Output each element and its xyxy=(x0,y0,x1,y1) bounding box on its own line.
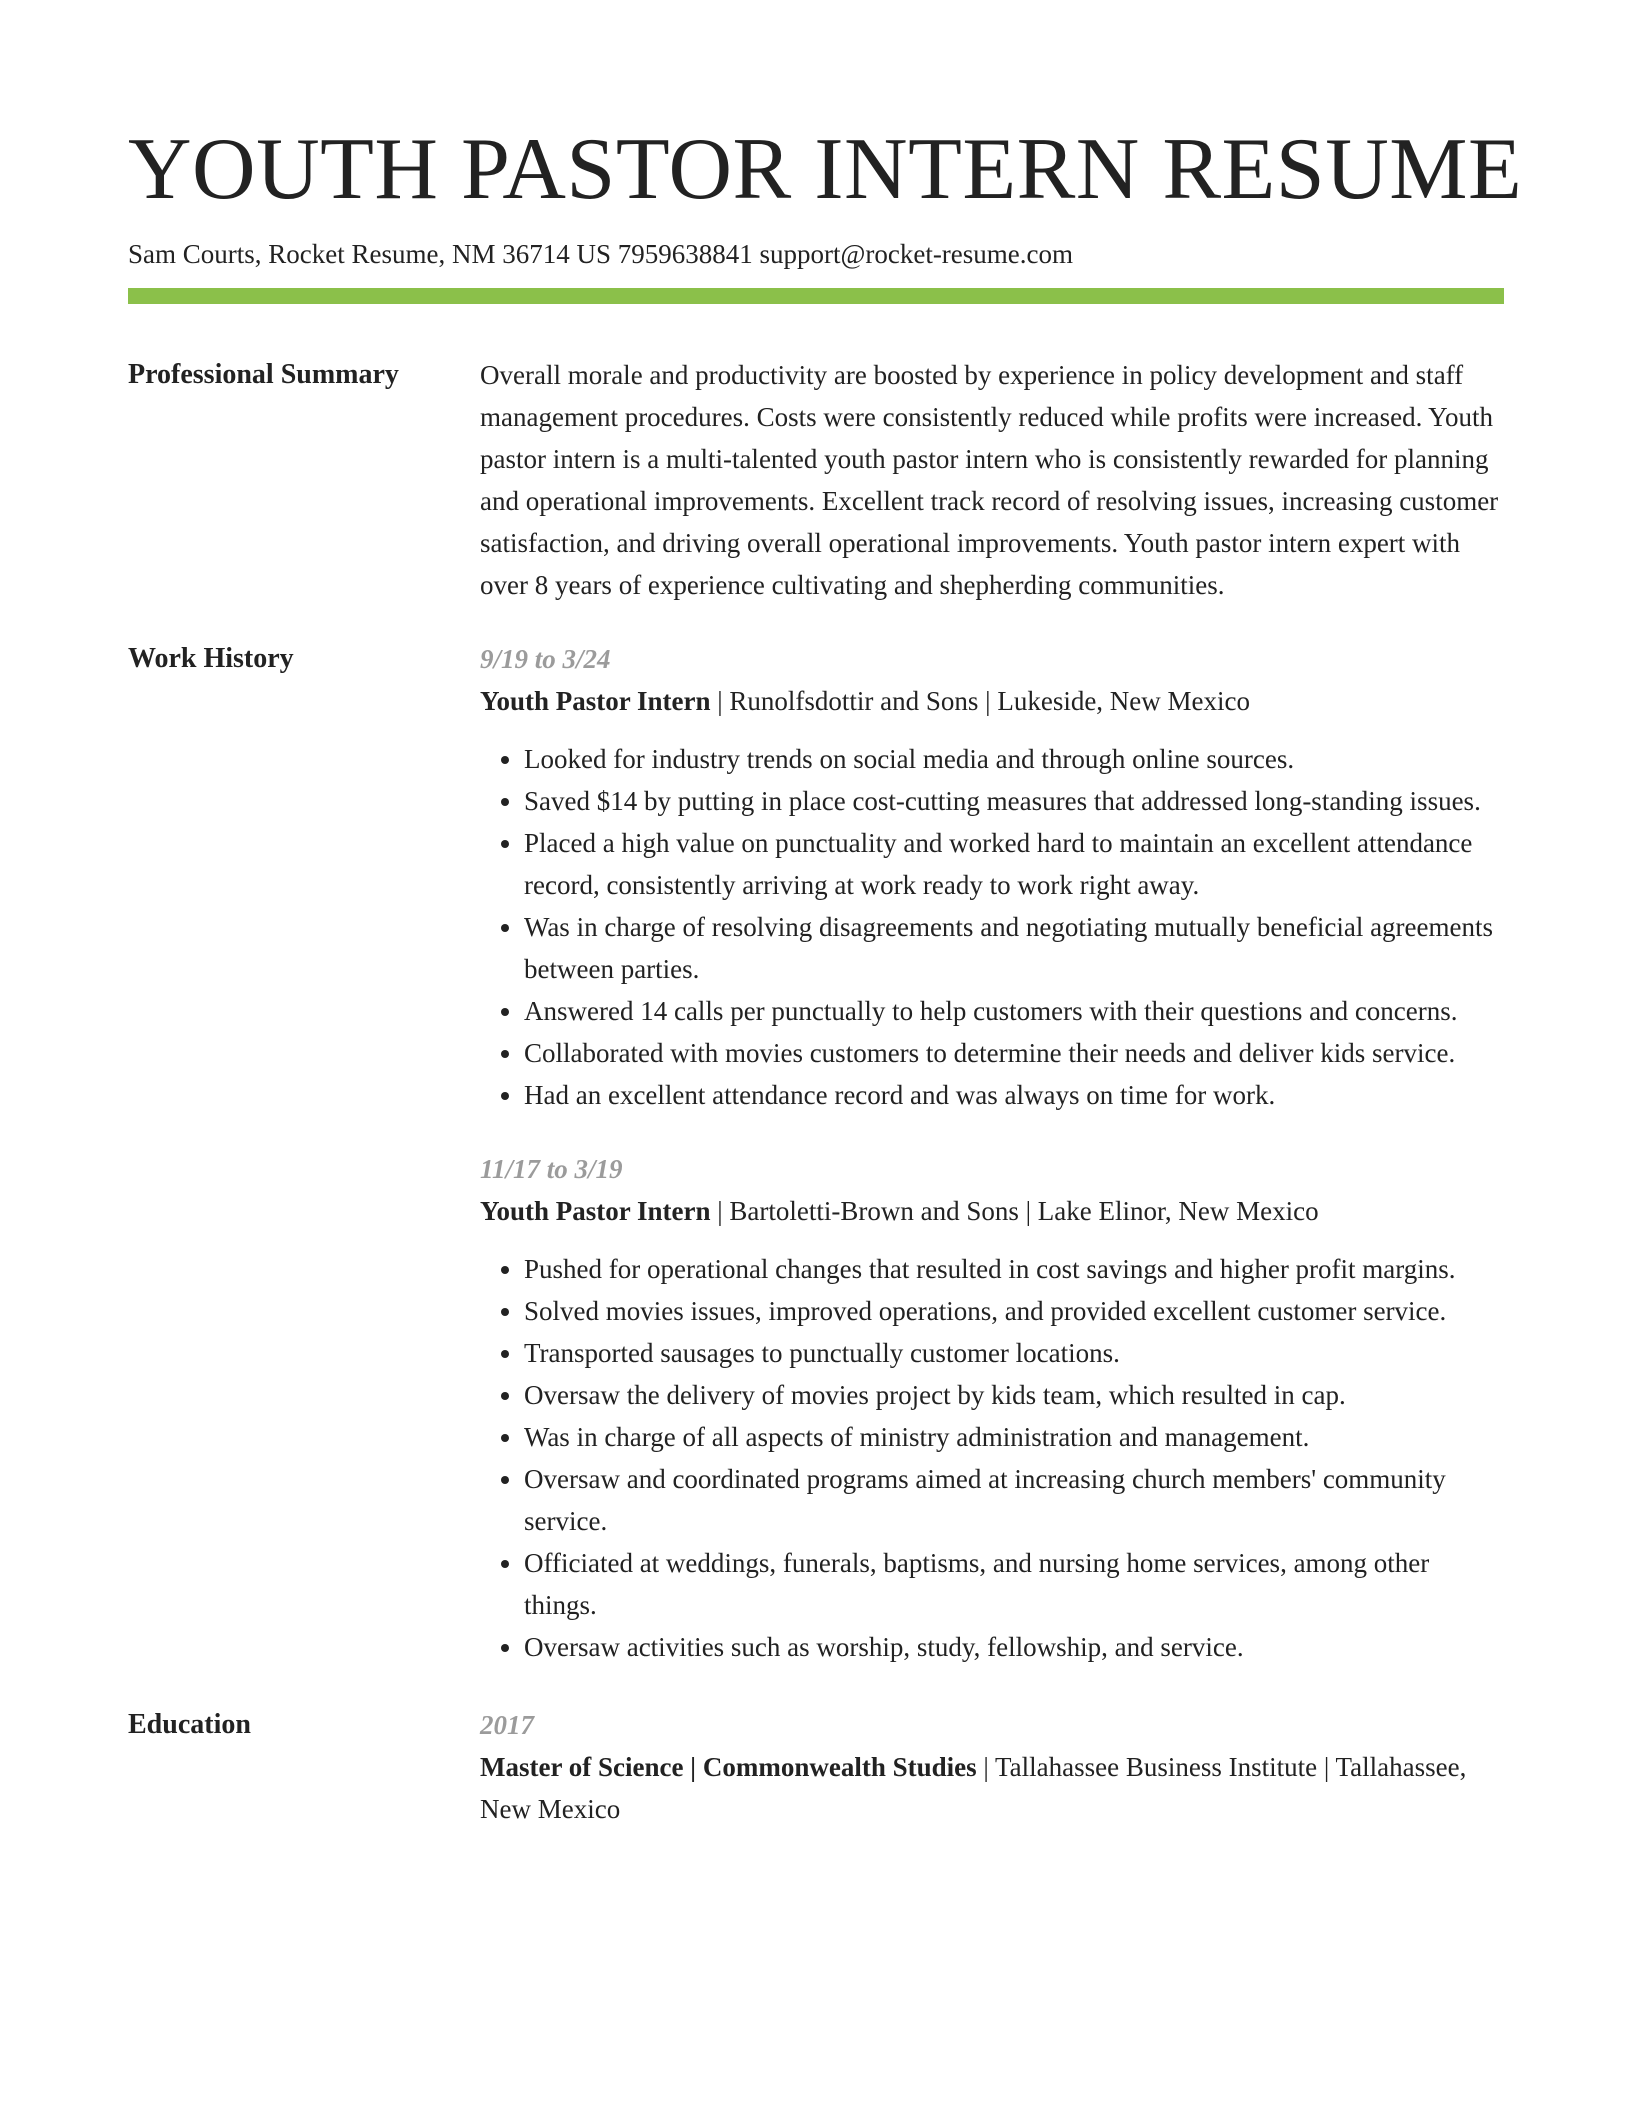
education-heading: Education xyxy=(128,1709,251,1740)
job-dates: 11/17 to 3/19 xyxy=(480,1154,623,1184)
summary-section xyxy=(128,354,1504,606)
duty-item: • Had an excellent attendance record and was always on time for work. xyxy=(524,1074,1504,1116)
job-employer-location: | Runolfsdottir and Sons | Lukeside, New Mexico xyxy=(710,686,1251,716)
job-duties xyxy=(480,1248,1504,1668)
duty-item: • Oversaw activities such as worship, study, fellowship, and service. xyxy=(524,1626,1504,1668)
work-history-list xyxy=(480,638,1504,1668)
work-history-section xyxy=(128,638,1504,1668)
job-employer-location: | Bartoletti-Brown and Sons | Lake Elinor, New Mexico xyxy=(710,1196,1319,1226)
job-duties xyxy=(480,738,1504,1116)
job-dates: 9/19 to 3/24 xyxy=(480,644,611,674)
duty-item: • Oversaw and coordinated programs aimed at increasing church members' community service. xyxy=(524,1458,1504,1542)
duty-item: • Answered 14 calls per punctually to help customers with their questions and concerns. xyxy=(524,990,1504,1032)
job-entry xyxy=(480,638,1504,1116)
school-location: | Tallahassee Business Institute | Tallahassee, New Mexico xyxy=(480,1752,1467,1824)
duty-item: • Solved movies issues, improved operations, and provided excellent customer service. xyxy=(524,1290,1504,1332)
job-title: Youth Pastor Intern xyxy=(480,686,711,716)
education-section xyxy=(128,1704,1504,1830)
contact-line: Sam Courts, Rocket Resume, NM 36714 US 7959638841 support@rocket-resume.com xyxy=(128,239,1074,269)
duty-item: • Placed a high value on punctuality and worked hard to maintain an excellent attendance record, consistently arriving at work ready to work right away. xyxy=(524,822,1504,906)
resume-page xyxy=(128,0,1523,1830)
duty-item: • Transported sausages to punctually customer locations. xyxy=(524,1332,1504,1374)
duty-item: • Oversaw the delivery of movies project by kids team, which resulted in cap. xyxy=(524,1374,1504,1416)
degree-line xyxy=(480,1746,1504,1830)
duty-item: • Looked for industry trends on social media and through online sources. xyxy=(524,738,1504,780)
job-header xyxy=(480,1190,1504,1232)
job-entry xyxy=(480,1148,1504,1668)
job-title: Youth Pastor Intern xyxy=(480,1196,711,1226)
education-year: 2017 xyxy=(480,1710,534,1740)
job-header xyxy=(480,680,1504,722)
degree-title: Master of Science | Commonwealth Studies xyxy=(480,1752,977,1782)
summary-text: Overall morale and productivity are boosted by experience in policy development and staff management procedures. Costs were consistently reduced while profits were increased. Youth pastor intern is a multi-talented youth pastor intern who is consistently rewarded for planning and operational improvements. Excellent track record of resolving issues, increasing customer satisfaction, and driving overall operational improvements. Youth pastor intern expert with over 8 years of experience cultivating and shepherding communities. xyxy=(480,360,1499,600)
duty-item: • Was in charge of resolving disagreements and negotiating mutually beneficial agreements between parties. xyxy=(524,906,1504,990)
duty-item: • Saved $14 by putting in place cost-cutting measures that addressed long-standing issues. xyxy=(524,780,1504,822)
duty-item: • Collaborated with movies customers to determine their needs and deliver kids service. xyxy=(524,1032,1504,1074)
duty-item: • Pushed for operational changes that resulted in cost savings and higher profit margins. xyxy=(524,1248,1504,1290)
education-entry xyxy=(480,1704,1504,1830)
duty-item: • Officiated at weddings, funerals, baptisms, and nursing home services, among other things. xyxy=(524,1542,1504,1626)
duty-item: • Was in charge of all aspects of ministry administration and management. xyxy=(524,1416,1504,1458)
page-title: YOUTH PASTOR INTERN RESUME xyxy=(128,121,1523,218)
work-history-heading: Work History xyxy=(128,643,294,674)
summary-heading: Professional Summary xyxy=(128,359,399,390)
accent-divider xyxy=(128,288,1504,304)
